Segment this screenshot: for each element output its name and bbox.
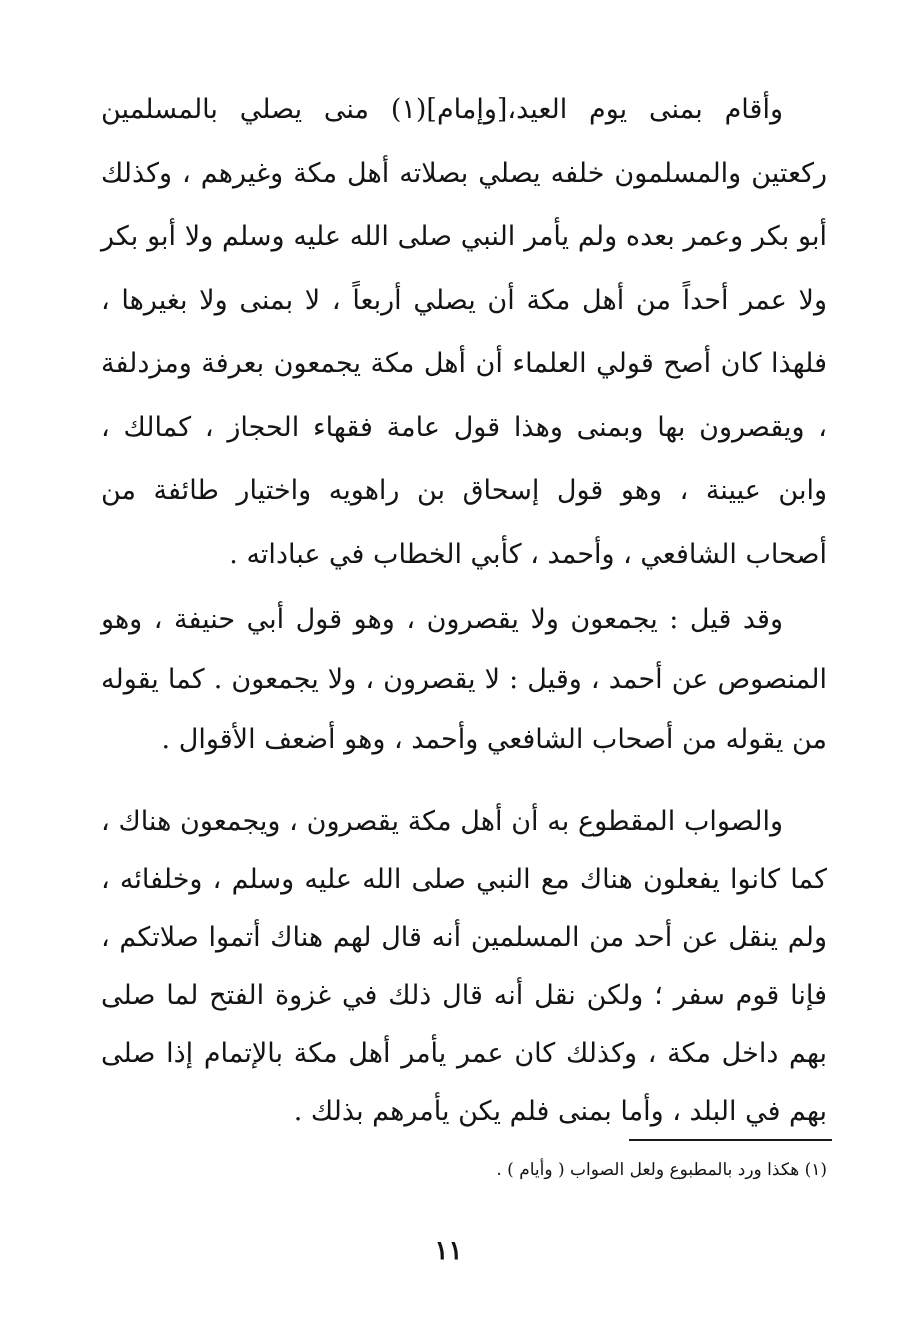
page-number: ١١ [434,1236,463,1266]
footnote-divider [629,1139,832,1141]
paragraph-3: والصواب المقطوع به أن أهل مكة يقصرون ، ويجمعون هناك ، كما كانوا يفعلون هناك مع النبي صلى الله عليه وسلم ، وخلفائه ، ولم ينقل عن أحد من المسلمين أنه قال لهم هناك أتموا صلاتكم ، فإنا قوم سفر ؛ ولكن نقل أنه قال ذلك في غزوة الفتح لما صلى بهم داخل مكة ، وكذلك كان عمر يأمر أهل مكة بالإتمام إذا صلى بهم في البلد ، وأما بمنى فلم يكن يأمرهم بذلك . [101,806,827,1127]
paragraph-1: وأقام بمنى يوم العيد،[وإمام](١) منى يصلي بالمسلمين ركعتين والمسلمون خلفه يصلي بصلاته أهل مكة وغيرهم ، وكذلك أبو بكر وعمر بعده ولم يأمر النبي صلى الله عليه وسلم ولا أبو بكر ولا عمر أحداً من أهل مكة أن يصلي أربعاً ، لا بمنى ولا بغيرها ، فلهذا كان أصح قولي العلماء أن أهل مكة يجمعون بعرفة ومزدلفة ، ويقصرون بها وبمنى وهذا قول عامة فقهاء الحجاز ، كمالك ، وابن عيينة ، وهو قول إسحاق بن راهويه واختيار طائفة من أصحاب الشافعي ، وأحمد ، كأبي الخطاب في عباداته . [101,94,827,570]
footnote: (١) هكذا ورد بالمطبوع ولعل الصواب ( وأيام ) . [496,1160,827,1180]
paragraph-2: وقد قيل : يجمعون ولا يقصرون ، وهو قول أبي حنيفة ، وهو المنصوص عن أحمد ، وقيل : لا يقصرون ، ولا يجمعون . كما يقوله من يقوله من أصحاب الشافعي وأحمد ، وهو أضعف الأقوال . [101,604,827,755]
